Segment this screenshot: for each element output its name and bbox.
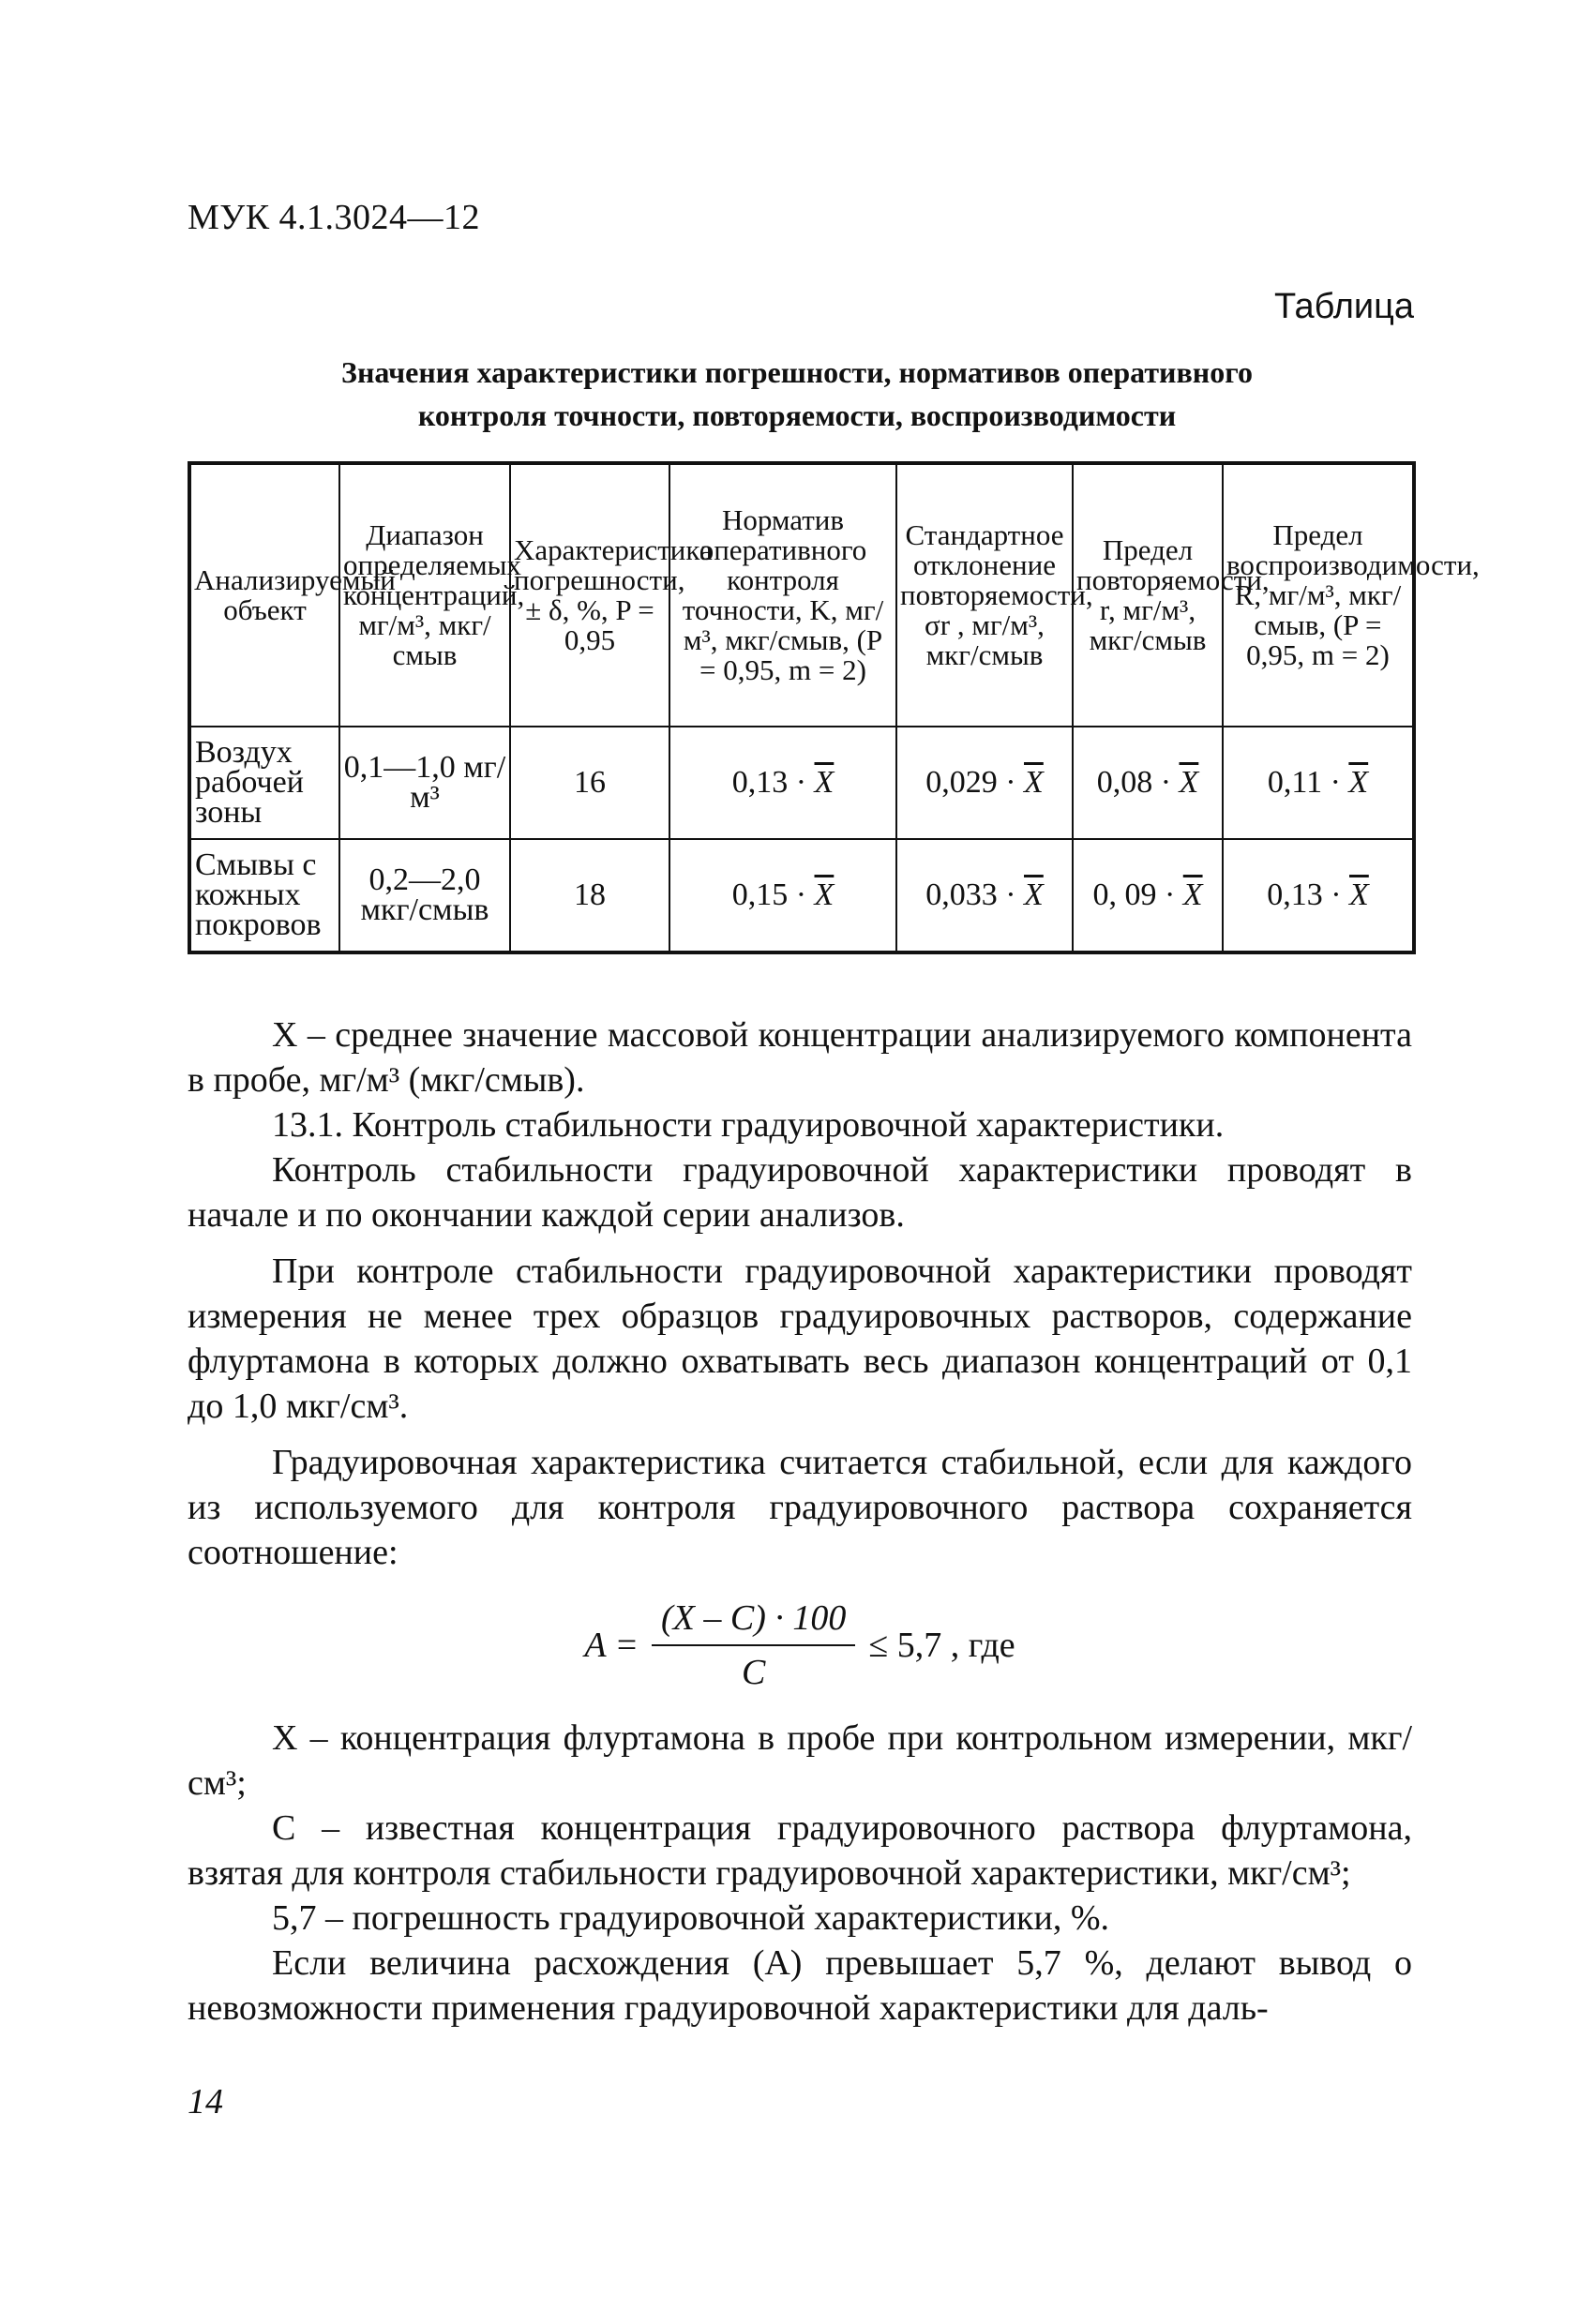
cell-object: Воздух рабочей зоны bbox=[189, 727, 339, 839]
cell-coefficient: 0,029 · bbox=[925, 765, 1016, 800]
cell-std-deviation bbox=[896, 839, 1073, 952]
column-header-error: Характеристика погрешности, ± δ, %, P = 0,95 bbox=[510, 463, 669, 727]
stability-formula bbox=[188, 1596, 1412, 1695]
column-header-reproducibility-limit: Предел воспроизводимости, R, мг/м³, мкг/смыв, (P = 0,95, m = 2) bbox=[1223, 463, 1414, 727]
cell-reproducibility-limit bbox=[1223, 727, 1414, 839]
definition-x: X – концентрация флуртамона в пробе при контрольном измерении, мкг/см³; bbox=[188, 1718, 1412, 1803]
x-mean-symbol: $\overline{X}$ bbox=[814, 877, 835, 912]
formula-lhs: A = bbox=[584, 1626, 639, 1665]
x-mean-symbol: $\overline{X}$ bbox=[1182, 877, 1203, 912]
cell-coefficient: 0,11 · bbox=[1267, 765, 1341, 800]
definition-error-value: 5,7 – погрешность градуировочной характеристики, %. bbox=[272, 1898, 1109, 1938]
table-row bbox=[189, 727, 1414, 839]
x-mean-symbol: $\overline{X}$ bbox=[1349, 877, 1369, 912]
cell-coefficient: 0,033 · bbox=[925, 877, 1016, 912]
table-title-line-2: контроля точности, повторяемости, воспроизводимости bbox=[417, 398, 1177, 432]
definition-c: C – известная концентрация градуировочного раствора флуртамона, взятая для контроля стабильности градуировочной характеристики, мкг/см³; bbox=[188, 1808, 1412, 1893]
paragraph-control-procedure: При контроле стабильности градуировочной характеристики проводят измерения не менее трех образцов градуировочных растворов, содержание флуртамона в которых должно охватывать весь диапазон концентраций от 0,1 до 1,0 мкг/см³. bbox=[188, 1252, 1412, 1426]
paragraph-stability-condition: Градуировочная характеристика считается стабильной, если для каждого из используемого для контроля градуировочного раствора сохраняется соотношение: bbox=[188, 1443, 1412, 1572]
cell-coefficient: 0,08 · bbox=[1096, 765, 1172, 800]
paragraph-control-timing: Контроль стабильности градуировочной характеристики проводят в начале и по окончании каждой серии анализов. bbox=[188, 1150, 1412, 1235]
document-code: МУК 4.1.3024—12 bbox=[188, 198, 481, 237]
cell-coefficient: 0,13 · bbox=[731, 765, 807, 800]
column-header-repeatability-limit: Предел повторяемости, r, мг/м³, мкг/смыв bbox=[1073, 463, 1223, 727]
cell-repeatability-limit bbox=[1073, 839, 1223, 952]
column-header-accuracy-norm: Норматив оперативного контроля точности, K, мг/м³, мкг/смыв, (P = 0,95, m = 2) bbox=[669, 463, 896, 727]
table-label: Таблица bbox=[1274, 287, 1414, 326]
table-row bbox=[189, 839, 1414, 952]
x-mean-symbol: $\overline{X}$ bbox=[1024, 877, 1044, 912]
section-heading-13-1: 13.1. Контроль стабильности градуировочной характеристики. bbox=[272, 1105, 1225, 1145]
cell-object: Смывы с кожных покровов bbox=[189, 839, 339, 952]
cell-accuracy-norm bbox=[669, 839, 896, 952]
cell-coefficient: 0,15 · bbox=[731, 877, 807, 912]
cell-accuracy-norm bbox=[669, 727, 896, 839]
formula-numerator: (X – C) · 100 bbox=[652, 1596, 855, 1646]
column-header-object: Анализируемый объект bbox=[189, 463, 339, 727]
x-mean-symbol: $\overline{X}$ bbox=[1024, 765, 1044, 800]
x-mean-symbol: X bbox=[272, 1015, 298, 1055]
x-mean-definition-text: – среднее значение массовой концентрации анализируемого компонента в пробе, мг/м³ (мкг/смыв). bbox=[188, 1015, 1412, 1100]
formula-rhs: ≤ 5,7 , где bbox=[868, 1626, 1015, 1665]
cell-repeatability-limit bbox=[1073, 727, 1223, 839]
cell-coefficient: 0,13 · bbox=[1267, 877, 1342, 912]
table-title-line-1: Значения характеристики погрешности, нормативов оперативного bbox=[341, 355, 1253, 389]
formula-fraction bbox=[652, 1596, 855, 1695]
table-header-row bbox=[189, 463, 1414, 727]
cell-reproducibility-limit bbox=[1223, 839, 1414, 952]
cell-range: 0,1—1,0 мг/м³ bbox=[339, 727, 510, 839]
x-mean-symbol: $\overline{X}$ bbox=[1179, 765, 1199, 800]
x-mean-symbol: $\overline{X}$ bbox=[1348, 765, 1369, 800]
paragraph-conclusion: Если величина расхождения (A) превышает 5,7 %, делают вывод о невозможности применения градуировочной характеристики для даль- bbox=[188, 1943, 1412, 2028]
formula-denominator: C bbox=[742, 1653, 766, 1692]
table-title bbox=[188, 351, 1406, 437]
cell-error: 18 bbox=[510, 839, 669, 952]
x-mean-symbol: $\overline{X}$ bbox=[814, 765, 835, 800]
cell-std-deviation bbox=[896, 727, 1073, 839]
cell-error: 16 bbox=[510, 727, 669, 839]
metrology-table bbox=[188, 461, 1480, 954]
cell-range: 0,2—2,0 мкг/смыв bbox=[339, 839, 510, 952]
body-text bbox=[188, 1012, 1412, 2031]
column-header-range: Диапазон определяемых концентраций, мг/м³, мкг/смыв bbox=[339, 463, 510, 727]
column-header-std-deviation: Стандартное отклонение повторяемости, σr , мг/м³, мкг/смыв bbox=[896, 463, 1073, 727]
cell-coefficient: 0, 09 · bbox=[1092, 877, 1176, 912]
x-mean-definition bbox=[188, 1012, 1412, 1102]
page-number: 14 bbox=[188, 2082, 223, 2122]
